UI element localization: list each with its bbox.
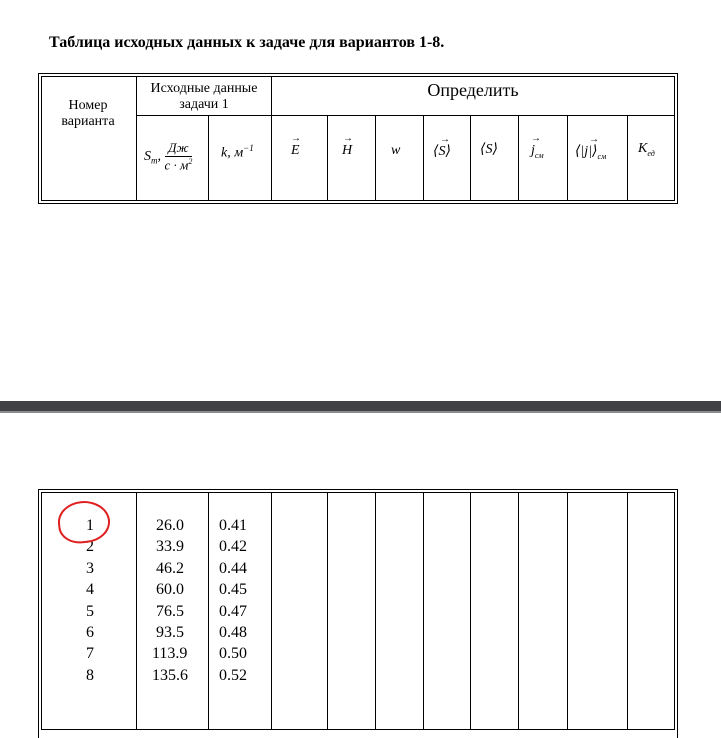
header-col-divider: [375, 115, 376, 201]
table-cell-sm: 113.9: [152, 645, 188, 663]
table-cell-k: 0.52: [219, 666, 247, 684]
table-row-variant: 2: [86, 538, 94, 556]
w-symbol: w: [391, 143, 401, 158]
k-sup: −1: [243, 143, 254, 153]
table-cell-sm: 135.6: [152, 666, 188, 684]
K-sub: ед: [647, 148, 655, 158]
header-determine: [271, 80, 675, 101]
data-col-divider: [271, 492, 272, 730]
header-col-divider: [518, 115, 519, 201]
header-determine-label: Определить: [427, 80, 519, 100]
k-label: k, м: [221, 145, 244, 161]
table-row-variant: 7: [86, 645, 94, 663]
table-cell-sm: 76.5: [156, 602, 184, 620]
sm-symbol: S: [144, 148, 151, 164]
H-symbol: H: [342, 143, 353, 158]
table-row-variant: 3: [86, 559, 94, 577]
jabs-vec: →: [589, 134, 599, 145]
header-K-ed: [638, 141, 655, 158]
table-cell-sm: 60.0: [156, 581, 184, 599]
Svec-vec: →: [440, 134, 450, 145]
header-col-divider: [567, 115, 568, 201]
sm-subscript: m: [151, 155, 158, 166]
header-k: [221, 143, 254, 162]
data-col-divider: [136, 492, 137, 730]
header-w: [391, 143, 400, 159]
data-col-divider: [470, 492, 471, 730]
table-cell-k: 0.45: [219, 581, 247, 599]
table-row-variant: 4: [86, 581, 94, 599]
table-cell-k: 0.48: [219, 624, 247, 642]
sm-units-den: с · м: [164, 157, 189, 173]
header-E: [291, 133, 301, 159]
table-cell-k: 0.50: [219, 645, 247, 663]
table-row-variant: 5: [86, 602, 94, 620]
header-variant: [52, 98, 124, 130]
sm-column: [152, 515, 204, 686]
header-j-sm: [531, 133, 544, 160]
data-col-divider: [627, 492, 628, 730]
k-column: [219, 515, 267, 686]
document-title: Таблица исходных данных к задаче для вариантов 1-8.: [49, 34, 445, 51]
jabs-sub: см: [597, 151, 607, 161]
header-row-divider: [136, 115, 675, 116]
header-variant-label: Номер варианта: [61, 98, 115, 129]
H-vec: →: [343, 133, 353, 144]
Savg-symbol: ⟨S⟩: [480, 142, 498, 157]
data-col-divider: [518, 492, 519, 730]
j-sub: см: [534, 150, 544, 160]
header-input-label: Исходные данные задачи 1: [150, 81, 258, 112]
sm-units-num: Дж: [165, 140, 193, 157]
data-col-divider: [327, 492, 328, 730]
sm-units: [165, 140, 193, 173]
E-symbol: E: [291, 143, 300, 158]
jabs-symbol: ⟨|j|⟩: [575, 144, 598, 159]
header-col-divider: [423, 115, 424, 201]
header-col-divider: [327, 115, 328, 201]
table-row-variant: 8: [86, 666, 94, 684]
table-cell-sm: 26.0: [156, 517, 184, 534]
header-col-divider: [470, 115, 471, 201]
data-col-divider: [567, 492, 568, 730]
header-S-vec-avg: [433, 134, 451, 160]
header-col-divider: [136, 76, 137, 201]
E-vec: →: [291, 133, 301, 144]
table-cell-sm: 33.9: [156, 538, 184, 556]
table-cell-k: 0.42: [219, 538, 247, 556]
j-vec: →: [531, 133, 541, 144]
Svec-symbol: ⟨S⟩: [433, 144, 451, 159]
header-sm: $S_m$, $\frac{Дж}{с \cdot м^2}$: [144, 140, 193, 173]
header-j-abs-avg: [575, 134, 607, 161]
header-input: [140, 81, 268, 113]
page-separator-highlight: [0, 411, 721, 413]
sm-units-sup: 2: [188, 157, 193, 166]
table-row-variant: 6: [86, 624, 94, 642]
header-col-divider: [208, 115, 209, 201]
page-separator: [0, 401, 721, 411]
header-S-avg: [480, 141, 498, 158]
data-col-divider: [208, 492, 209, 730]
table-cell-sm: 46.2: [156, 559, 184, 577]
K-symbol: K: [638, 141, 648, 156]
table-cell-k: 0.41: [219, 517, 247, 534]
j-symbol: j: [531, 143, 535, 158]
table-cell-k: 0.44: [219, 559, 247, 577]
data-col-divider: [423, 492, 424, 730]
data-col-divider: [375, 492, 376, 730]
header-H: [342, 133, 353, 159]
table-cell-k: 0.47: [219, 602, 247, 620]
table-cell-sm: 93.5: [156, 624, 184, 642]
header-col-divider: [627, 115, 628, 201]
table-row-variant: 1: [86, 517, 94, 534]
